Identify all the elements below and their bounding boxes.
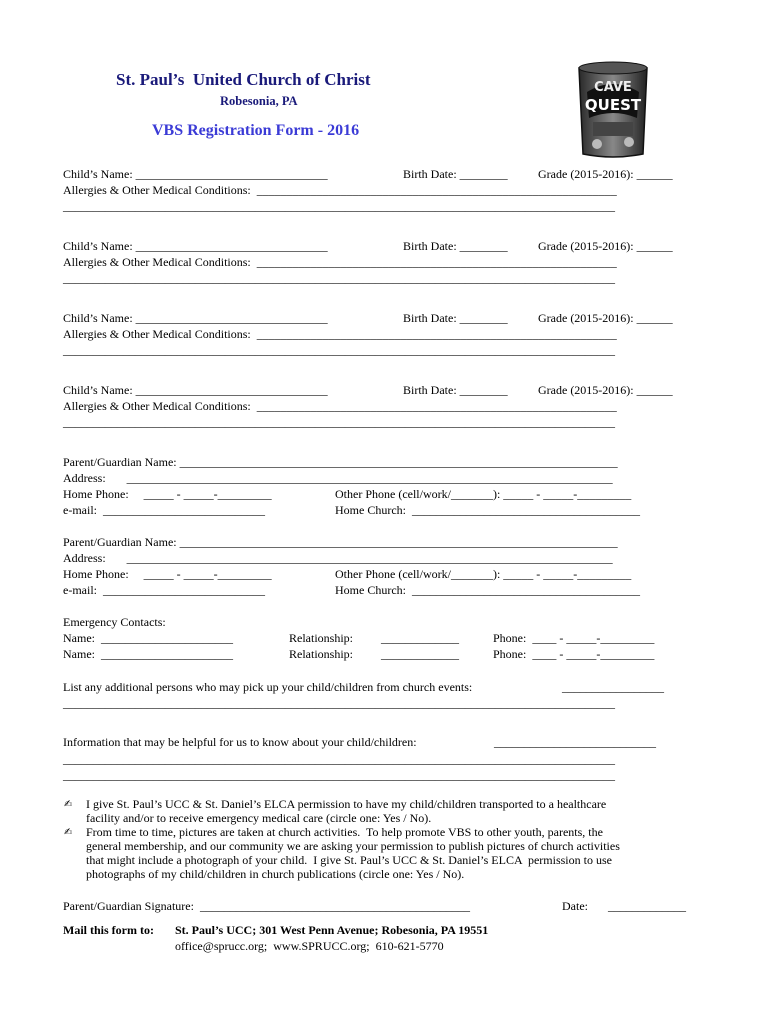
allergies-field[interactable]: Allergies & Other Medical Conditions: ____________________________________________________________ xyxy=(63,327,617,341)
allergies-blank-line[interactable]: ____________________________________________________________________________________________ xyxy=(63,199,615,213)
birth-date-field[interactable]: Birth Date: ________ xyxy=(403,167,508,181)
cave-quest-logo xyxy=(571,58,655,162)
address-field[interactable]: Address: _________________________________________________________________________________ xyxy=(63,471,613,485)
logo-text-cave: CAVE xyxy=(594,80,632,95)
info-blank-line[interactable]: ____________________________________________________________________________________________ xyxy=(63,752,615,766)
allergies-field[interactable]: Allergies & Other Medical Conditions: ____________________________________________________________ xyxy=(63,399,617,413)
pickup-field[interactable]: _________________ xyxy=(562,680,664,694)
child-name-field[interactable]: Child’s Name: ________________________________ xyxy=(63,311,328,325)
home-phone-field[interactable]: Home Phone: _____ - _____-_________ xyxy=(63,487,272,501)
home-church-field[interactable]: Home Church: ______________________________________ xyxy=(335,503,640,517)
logo-text-quest: QUEST xyxy=(584,96,642,114)
home-phone-field[interactable]: Home Phone: _____ - _____-_________ xyxy=(63,567,272,581)
child-name-field[interactable]: Child’s Name: ________________________________ xyxy=(63,383,328,397)
mail-contact[interactable]: office@sprucc.org; www.SPRUCC.org; 610-621-5770 xyxy=(175,939,444,953)
other-phone-field[interactable]: Other Phone (cell/work/_______): _____ - _____-_________ xyxy=(335,567,632,581)
emergency-phone-field[interactable]: Phone: ____ - _____-_________ xyxy=(493,647,655,661)
date-field[interactable]: _____________ xyxy=(608,899,686,913)
pickup-blank-line[interactable]: ____________________________________________________________________________________________ xyxy=(63,696,615,710)
birth-date-field[interactable]: Birth Date: ________ xyxy=(403,239,508,253)
child-name-field[interactable]: Child’s Name: ________________________________ xyxy=(63,167,328,181)
email-field[interactable]: e-mail: ___________________________ xyxy=(63,583,265,597)
email-field[interactable]: e-mail: ___________________________ xyxy=(63,503,265,517)
church-name: St. Paul’s United Church of Christ xyxy=(116,70,371,89)
child-name-field[interactable]: Child’s Name: ________________________________ xyxy=(63,239,328,253)
writing-hand-icon: ✍ xyxy=(64,827,73,838)
allergies-blank-line[interactable]: ____________________________________________________________________________________________ xyxy=(63,343,615,357)
grade-field[interactable]: Grade (2015-2016): ______ xyxy=(538,311,673,325)
permission-text: general membership, and our community we are asking your permission to publish pictures of church activities xyxy=(86,839,620,853)
relationship-label: Relationship: xyxy=(289,647,353,661)
form-title: VBS Registration Form - 2016 xyxy=(152,122,360,139)
emergency-name-field[interactable]: Name: ______________________ xyxy=(63,647,233,661)
info-prompt: Information that may be helpful for us to know about your child/children: xyxy=(63,735,417,749)
info-field[interactable]: ___________________________ xyxy=(494,735,656,749)
home-church-field[interactable]: Home Church: ______________________________________ xyxy=(335,583,640,597)
writing-hand-icon: ✍ xyxy=(64,799,73,810)
allergies-blank-line[interactable]: ____________________________________________________________________________________________ xyxy=(63,415,615,429)
info-blank-line[interactable]: ____________________________________________________________________________________________ xyxy=(63,768,615,782)
signature-field[interactable]: Parent/Guardian Signature: _____________________________________________ xyxy=(63,899,470,913)
guardian-name-field[interactable]: Parent/Guardian Name: _________________________________________________________________________ xyxy=(63,535,618,549)
emergency-heading: Emergency Contacts: xyxy=(63,615,166,629)
grade-field[interactable]: Grade (2015-2016): ______ xyxy=(538,167,673,181)
grade-field[interactable]: Grade (2015-2016): ______ xyxy=(538,239,673,253)
allergies-field[interactable]: Allergies & Other Medical Conditions: ____________________________________________________________ xyxy=(63,183,617,197)
permission-text: photographs of my child/children in church publications (circle one: Yes / No). xyxy=(86,867,465,881)
grade-field[interactable]: Grade (2015-2016): ______ xyxy=(538,383,673,397)
birth-date-field[interactable]: Birth Date: ________ xyxy=(403,311,508,325)
mail-label: Mail this form to: xyxy=(63,923,154,937)
date-label: Date: xyxy=(562,899,588,913)
allergies-field[interactable]: Allergies & Other Medical Conditions: ____________________________________________________________ xyxy=(63,255,617,269)
guardian-name-field[interactable]: Parent/Guardian Name: _________________________________________________________________________ xyxy=(63,455,618,469)
pickup-prompt: List any additional persons who may pick up your child/children from church events: xyxy=(63,680,473,694)
other-phone-field[interactable]: Other Phone (cell/work/_______): _____ - _____-_________ xyxy=(335,487,632,501)
mail-address: St. Paul’s UCC; 301 West Penn Avenue; Robesonia, PA 19551 xyxy=(175,923,489,937)
church-location: Robesonia, PA xyxy=(220,94,298,108)
address-field[interactable]: Address: _________________________________________________________________________________ xyxy=(63,551,613,565)
allergies-blank-line[interactable]: ____________________________________________________________________________________________ xyxy=(63,271,615,285)
emergency-name-field[interactable]: Name: ______________________ xyxy=(63,631,233,645)
permission-text: facility and/or to receive emergency medical care (circle one: Yes / No). xyxy=(86,811,432,825)
relationship-label: Relationship: xyxy=(289,631,353,645)
relationship-field[interactable]: _____________ xyxy=(381,647,459,661)
emergency-phone-field[interactable]: Phone: ____ - _____-_________ xyxy=(493,631,655,645)
birth-date-field[interactable]: Birth Date: ________ xyxy=(403,383,508,397)
permission-text: I give St. Paul’s UCC & St. Daniel’s ELCA permission to have my child/children transported to a healthcare xyxy=(86,797,607,811)
permission-text: From time to time, pictures are taken at church activities. To help promote VBS to other youth, parents, the xyxy=(86,825,603,839)
relationship-field[interactable]: _____________ xyxy=(381,631,459,645)
permission-text: that might include a photograph of your child. I give St. Paul’s UCC & St. Daniel’s ELCA permission to use xyxy=(86,853,612,867)
